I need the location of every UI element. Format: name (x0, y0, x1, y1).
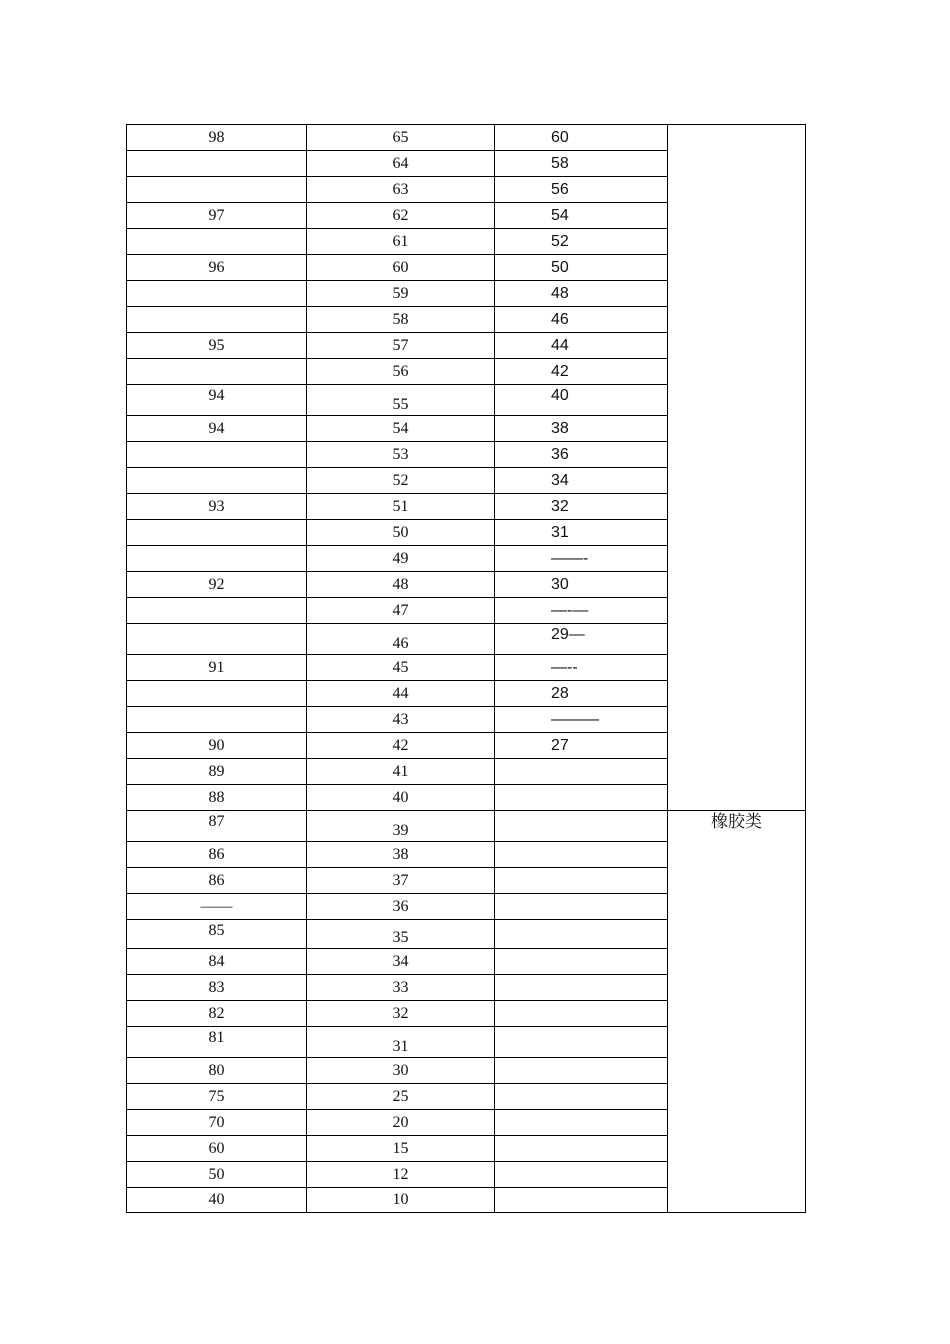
cell-col-2: 65 (307, 125, 495, 151)
cell-col-2: 33 (307, 975, 495, 1001)
cell-col-3 (495, 759, 668, 785)
cell-col-2: 54 (307, 416, 495, 442)
cell-col-2: 64 (307, 151, 495, 177)
cell-col-3 (495, 1027, 668, 1058)
cell-col-3: 32 (495, 494, 668, 520)
cell-col-1 (127, 681, 307, 707)
cell-col-3: 48 (495, 281, 668, 307)
cell-col-3 (495, 868, 668, 894)
cell-col-3 (495, 1136, 668, 1162)
cell-col-1: 50 (127, 1162, 307, 1188)
cell-col-2: 46 (307, 624, 495, 655)
cell-col-1: 91 (127, 655, 307, 681)
cell-col-2: 60 (307, 255, 495, 281)
cell-col-3: 40 (495, 385, 668, 416)
cell-col-1: 70 (127, 1110, 307, 1136)
cell-col-2: 51 (307, 494, 495, 520)
cell-col-2: 44 (307, 681, 495, 707)
cell-col-1 (127, 468, 307, 494)
cell-col-2: 30 (307, 1058, 495, 1084)
cell-col-2: 39 (307, 811, 495, 842)
cell-col-3 (495, 1188, 668, 1213)
cell-col-2: 15 (307, 1136, 495, 1162)
cell-col-3: 28 (495, 681, 668, 707)
cell-col-2: 57 (307, 333, 495, 359)
cell-col-2: 31 (307, 1027, 495, 1058)
cell-col-1 (127, 520, 307, 546)
cell-col-3: 34 (495, 468, 668, 494)
cell-col-2: 56 (307, 359, 495, 385)
cell-col-2: 36 (307, 894, 495, 920)
cell-col-2: 20 (307, 1110, 495, 1136)
cell-col-2: 40 (307, 785, 495, 811)
cell-col-2: 53 (307, 442, 495, 468)
cell-col-2: 32 (307, 1001, 495, 1027)
cell-col-1 (127, 546, 307, 572)
cell-col-3: 60 (495, 125, 668, 151)
cell-col-3 (495, 1162, 668, 1188)
cell-col-1: 93 (127, 494, 307, 520)
cell-col-2: 49 (307, 546, 495, 572)
cell-col-1 (127, 359, 307, 385)
table-body (127, 125, 806, 1213)
cell-col-3: ——- (495, 546, 668, 572)
cell-col-3 (495, 1084, 668, 1110)
cell-col-3: 52 (495, 229, 668, 255)
cell-col-1 (127, 151, 307, 177)
cell-col-3: 29— (495, 624, 668, 655)
cell-col-2: 58 (307, 307, 495, 333)
cell-col-3: 36 (495, 442, 668, 468)
cell-col-3: ——— (495, 707, 668, 733)
cell-col-1: 94 (127, 416, 307, 442)
cell-col-1: 75 (127, 1084, 307, 1110)
cell-col-2: 37 (307, 868, 495, 894)
cell-col-2: 42 (307, 733, 495, 759)
cell-col-1: 86 (127, 842, 307, 868)
cell-col-3: 44 (495, 333, 668, 359)
cell-col-3: 30 (495, 572, 668, 598)
cell-col-3: 56 (495, 177, 668, 203)
cell-col-1 (127, 177, 307, 203)
cell-col-2: 47 (307, 598, 495, 624)
cell-col-2: 41 (307, 759, 495, 785)
cell-col-2: 38 (307, 842, 495, 868)
cell-col-3 (495, 842, 668, 868)
cell-col-2: 50 (307, 520, 495, 546)
cell-col-1: 83 (127, 975, 307, 1001)
cell-col-2: 59 (307, 281, 495, 307)
cell-col-1: —— (127, 894, 307, 920)
cell-col-1 (127, 307, 307, 333)
cell-col-2: 34 (307, 949, 495, 975)
cell-col-2: 48 (307, 572, 495, 598)
cell-col-2: 43 (307, 707, 495, 733)
cell-col-3: 42 (495, 359, 668, 385)
cell-col-1: 92 (127, 572, 307, 598)
cell-col-1 (127, 598, 307, 624)
cell-col-2: 35 (307, 920, 495, 949)
cell-col-2: 12 (307, 1162, 495, 1188)
cell-col-2: 61 (307, 229, 495, 255)
cell-col-3 (495, 1058, 668, 1084)
cell-col-2: 45 (307, 655, 495, 681)
cell-col-3 (495, 894, 668, 920)
cell-col-1: 98 (127, 125, 307, 151)
cell-col-1: 95 (127, 333, 307, 359)
cell-col-1: 94 (127, 385, 307, 416)
cell-col-1: 82 (127, 1001, 307, 1027)
cell-col-1: 89 (127, 759, 307, 785)
conversion-table (126, 124, 806, 1213)
cell-col-2: 62 (307, 203, 495, 229)
cell-col-3 (495, 1001, 668, 1027)
cell-col-2: 63 (307, 177, 495, 203)
cell-col-3: 27 (495, 733, 668, 759)
cell-col-1: 40 (127, 1188, 307, 1213)
category-label: 橡胶类 (711, 812, 762, 832)
cell-col-3 (495, 920, 668, 949)
cell-col-1 (127, 229, 307, 255)
cell-col-3: —-— (495, 598, 668, 624)
cell-col-1 (127, 442, 307, 468)
cell-col-1: 60 (127, 1136, 307, 1162)
cell-col-1: 88 (127, 785, 307, 811)
cell-col-2: 52 (307, 468, 495, 494)
cell-col-1 (127, 707, 307, 733)
cell-col-3 (495, 1110, 668, 1136)
cell-col-1: 84 (127, 949, 307, 975)
cell-col-1: 86 (127, 868, 307, 894)
cell-col-3: 58 (495, 151, 668, 177)
category-cell-empty (668, 125, 806, 811)
category-cell (668, 811, 806, 1213)
cell-col-2: 55 (307, 385, 495, 416)
cell-col-1: 81 (127, 1027, 307, 1058)
cell-col-3: 31 (495, 520, 668, 546)
table-row (127, 811, 806, 842)
cell-col-1: 85 (127, 920, 307, 949)
cell-col-2: 10 (307, 1188, 495, 1213)
cell-col-1 (127, 624, 307, 655)
cell-col-3: —-- (495, 655, 668, 681)
cell-col-3 (495, 811, 668, 842)
cell-col-3 (495, 975, 668, 1001)
cell-col-1: 96 (127, 255, 307, 281)
cell-col-1: 87 (127, 811, 307, 842)
cell-col-2: 25 (307, 1084, 495, 1110)
cell-col-3: 38 (495, 416, 668, 442)
cell-col-1 (127, 281, 307, 307)
table-row (127, 125, 806, 151)
cell-col-1: 90 (127, 733, 307, 759)
cell-col-1: 97 (127, 203, 307, 229)
cell-col-3 (495, 949, 668, 975)
cell-col-1: 80 (127, 1058, 307, 1084)
cell-col-3: 46 (495, 307, 668, 333)
cell-col-3: 50 (495, 255, 668, 281)
cell-col-3 (495, 785, 668, 811)
cell-col-3: 54 (495, 203, 668, 229)
